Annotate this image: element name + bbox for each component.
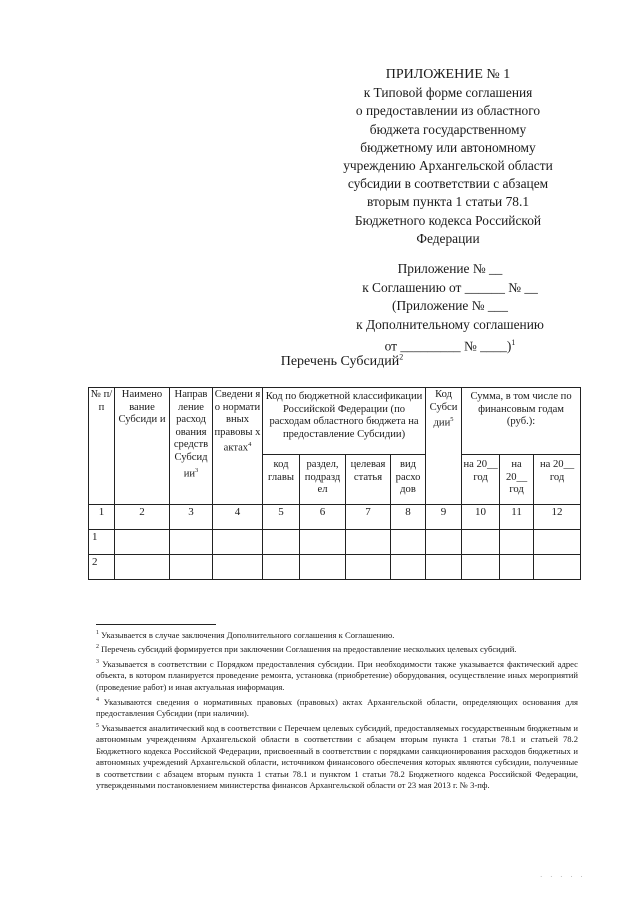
header-line: бюджетному или автономному: [360, 139, 536, 155]
footnote-ref: 5: [450, 416, 454, 424]
header-line: Бюджетного кодекса Российской: [354, 212, 542, 228]
header-line: субсидии в соответствии с абзацем: [347, 176, 549, 192]
sub-appendix-line: (Приложение № ___: [392, 298, 508, 313]
column-number: 2: [115, 505, 170, 530]
table-cell: [213, 530, 263, 555]
table-cell: [170, 555, 213, 580]
column-number: 9: [426, 505, 462, 530]
table-cell: [170, 530, 213, 555]
supplementary-date-line: от _________ № ____)$^1$: [384, 338, 516, 354]
table-cell: [500, 530, 534, 555]
row-number: 1: [89, 530, 115, 555]
agreement-reference: [330, 260, 570, 356]
footnote: $^4$ Указываются сведения о нормативных правовых (правовых) актах Архангельской области, определяющих основания для предоставления Субсидии (при наличии).: [96, 696, 578, 718]
footnote: $^5$ Указывается аналитический код в соответствии с Перечнем целевых субсидий, предоставляемых государственным бюджетным и автономным учреждениям Архангельской области в соответствии с абзацем вторым пункта 1 статьи 78.1 и статьей 78.2 Бюджетного кодекса Российской Федерации, присвоенный в соответствии с порядками санкционирования расходов бюджетных и автономных учреждений Архангельской области, источником финансового обеспечения которых являются субсидии, полученные в соответствии с абзацем вторым пункта 1 статьи 78.1 и пунктом 1 статьи 78.2 Бюджетного кодекса Российской Федерации, утвержденными постановлением министерства финансов Архангельской области от 23 мая 2013 г. № 3-пф.: [96, 722, 578, 791]
column-number: 10: [462, 505, 500, 530]
table-cell: [300, 530, 346, 555]
header-cell-name: Наимено вание Субсиди и: [115, 388, 170, 505]
header-line: вторым пункта 1 статьи 78.1: [366, 194, 530, 210]
subheader-year-3: на 20__ год: [534, 455, 581, 505]
table-cell: [462, 555, 500, 580]
appendix-number-line: Приложение № __: [397, 261, 503, 276]
header-line: к Типовой форме соглашения: [363, 85, 533, 101]
table-row: [89, 555, 581, 580]
column-number: 8: [391, 505, 426, 530]
table-cell: [534, 555, 581, 580]
table-header-row: [89, 388, 581, 455]
column-number: 3: [170, 505, 213, 530]
table-cell: [300, 555, 346, 580]
footnote-ref: 1: [511, 338, 516, 347]
header-cell-legal-acts: Сведени я о нормати вных правовы х актах$^4$: [213, 388, 263, 505]
column-number: 4: [213, 505, 263, 530]
subheader-target-item: целевая статья: [346, 455, 391, 505]
table-row: [89, 530, 581, 555]
table-cell: [346, 530, 391, 555]
subheader-year-2: на 20__ год: [500, 455, 534, 505]
list-title: Перечень Субсидий$^2$: [280, 352, 404, 369]
header-line: бюджета государственному: [369, 121, 527, 137]
table-cell: [426, 530, 462, 555]
header-cell-budget-classification: Код по бюджетной классификации Российской Федерации (по расходам областного бюджета на предоставление Субсидии): [263, 388, 426, 455]
subheader-section: раздел, подразд ел: [300, 455, 346, 505]
footnote: $^2$ Перечень субсидий формируется при заключении Соглашения на предоставление нескольких целевых субсидий.: [96, 644, 517, 655]
column-number: 5: [263, 505, 300, 530]
column-number: 1: [89, 505, 115, 530]
header-cell-subsidy-code: Код Субси дии$^5$: [426, 388, 462, 505]
agreement-line: к Соглашению от ______ № __: [362, 279, 538, 295]
footnote-ref: 3: [195, 466, 199, 474]
column-number: 12: [534, 505, 581, 530]
table-cell: [346, 555, 391, 580]
scan-artifact: · · · · ·: [540, 873, 586, 881]
table-cell: [534, 530, 581, 555]
column-number: 7: [346, 505, 391, 530]
supplementary-agreement-line: к Дополнительному соглашению: [356, 316, 544, 332]
footnote-divider: [96, 624, 216, 625]
subheader-year-1: на 20__ год: [462, 455, 500, 505]
table-cell: [213, 555, 263, 580]
column-number: 11: [500, 505, 534, 530]
footnotes: [96, 628, 578, 793]
table-cell: [115, 555, 170, 580]
appendix-header: [318, 66, 578, 248]
footnote: $^1$ Указывается в случае заключения Дополнительного соглашения к Соглашению.: [96, 629, 395, 640]
table-cell: [462, 530, 500, 555]
column-number-row: [89, 505, 581, 530]
subsidies-table: [88, 387, 581, 580]
table-cell: [426, 555, 462, 580]
table-cell: [500, 555, 534, 580]
row-number: 2: [89, 555, 115, 580]
header-cell-amount: Сумма, в том числе по финансовым годам (руб.):: [462, 388, 581, 455]
header-cell-direction: Направ ление расход ования средств Субсид $ии^3$: [170, 388, 213, 505]
table-cell: [115, 530, 170, 555]
header-line: учреждению Архангельской области: [343, 158, 553, 174]
header-line: Федерации: [416, 230, 480, 246]
footnote: $^3$ Указывается в соответствии с Порядком предоставления субсидии. При необходимости также указывается фактический адрес объекта, в котором планируется проведение ремонта, установка (приобретение) оборудования, осуществление иных мероприятий (проведение работ) и иная актуальная информация.: [96, 658, 578, 692]
column-number: 6: [300, 505, 346, 530]
header-cell-number: № п/п: [89, 388, 115, 505]
subheader-expense-type: вид расхо дов: [391, 455, 426, 505]
subheader-chapter-code: код главы: [263, 455, 300, 505]
footnote-ref: 2: [399, 352, 404, 361]
footnote-ref: 4: [248, 441, 252, 449]
appendix-title: ПРИЛОЖЕНИЕ № 1: [385, 67, 511, 82]
table-cell: [263, 555, 300, 580]
table-cell: [263, 530, 300, 555]
table-cell: [391, 555, 426, 580]
header-line: о предоставлении из областного: [355, 103, 541, 119]
table-cell: [391, 530, 426, 555]
